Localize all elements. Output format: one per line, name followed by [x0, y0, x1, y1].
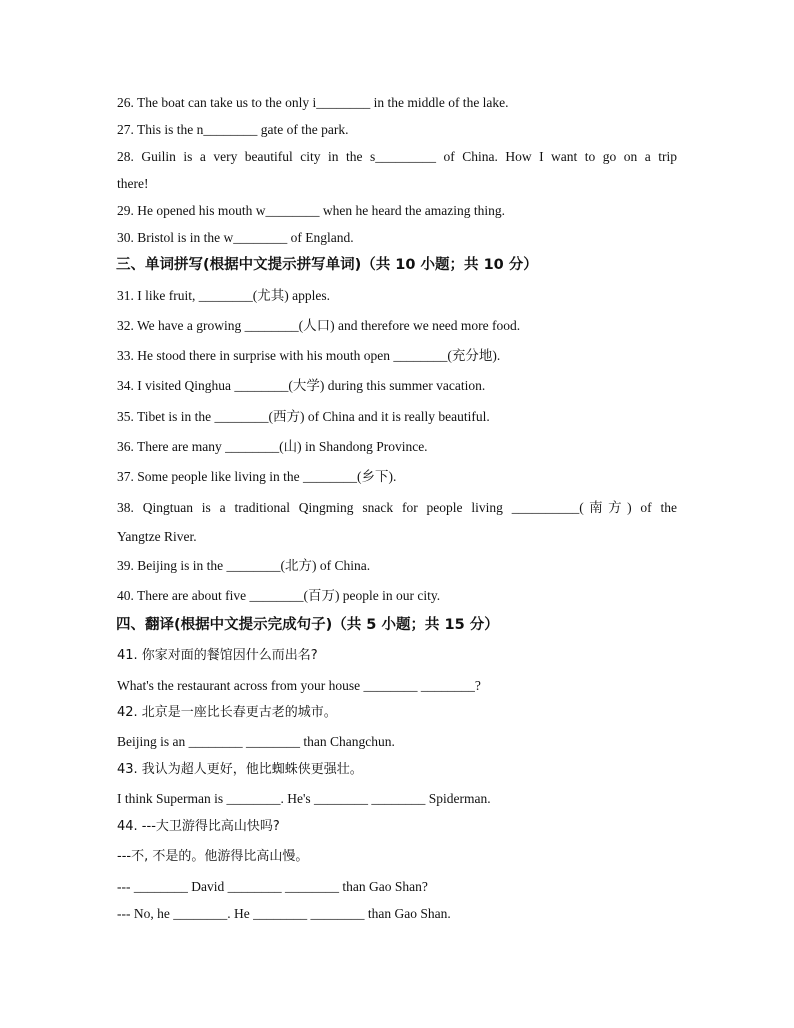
- question-37: 37. Some people like living in the ________(乡下).: [117, 469, 397, 484]
- question-38: 38. Qingtuan is a traditional Qingming snack for people living __________(南方) of the: [117, 500, 677, 515]
- question-27: 27. This is the n________ gate of the park.: [117, 122, 349, 137]
- question-44-reply-prompt: ---不, 不是的。他游得比高山慢。: [117, 849, 309, 864]
- question-35: 35. Tibet is in the ________(西方) of China and it is really beautiful.: [117, 409, 490, 424]
- question-33: 33. He stood there in surprise with his mouth open ________(充分地).: [117, 348, 501, 363]
- question-41-answer: What's the restaurant across from your house ________ ________?: [117, 678, 481, 693]
- question-44-answer-reply: --- No, he ________. He ________ ________ than Gao Shan.: [117, 906, 451, 921]
- question-31: 31. I like fruit, ________(尤其) apples.: [117, 288, 330, 303]
- question-39: 39. Beijing is in the ________(北方) of China.: [117, 558, 371, 573]
- section-3-heading: 三、单词拼写(根据中文提示拼写单词)（共 10 小题；共 10 分）: [116, 257, 538, 273]
- question-40: 40. There are about five ________(百万) people in our city.: [117, 588, 441, 603]
- question-28-continuation: there!: [117, 176, 149, 191]
- question-30: 30. Bristol is in the w________ of England.: [117, 230, 354, 245]
- question-42-prompt: 42. 北京是一座比长春更古老的城市。: [117, 705, 337, 720]
- question-29: 29. He opened his mouth w________ when he heard the amazing thing.: [117, 203, 506, 218]
- question-34: 34. I visited Qinghua ________(大学) during this summer vacation.: [117, 378, 486, 393]
- question-43-answer: I think Superman is ________. He's ________ ________ Spiderman.: [117, 791, 491, 806]
- question-44-answer-question: --- ________ David ________ ________ than Gao Shan?: [117, 879, 428, 894]
- question-42-answer: Beijing is an ________ ________ than Changchun.: [117, 734, 395, 749]
- question-32: 32. We have a growing ________(人口) and therefore we need more food.: [117, 318, 521, 333]
- question-43-prompt: 43. 我认为超人更好，他比蜘蛛侠更强壮。: [117, 762, 363, 777]
- question-41-prompt: 41. 你家对面的餐馆因什么而出名?: [117, 648, 318, 663]
- question-28: 28. Guilin is a very beautiful city in the s_________ of China. How I want to go on a trip: [117, 149, 677, 164]
- question-36: 36. There are many ________(山) in Shandong Province.: [117, 439, 428, 454]
- question-26: 26. The boat can take us to the only i________ in the middle of the lake.: [117, 95, 509, 110]
- question-38-continuation: Yangtze River.: [117, 529, 197, 544]
- question-44-prompt: 44. ---大卫游得比高山快吗?: [117, 819, 280, 834]
- section-4-heading: 四、翻译(根据中文提示完成句子)（共 5 小题；共 15 分）: [116, 617, 499, 633]
